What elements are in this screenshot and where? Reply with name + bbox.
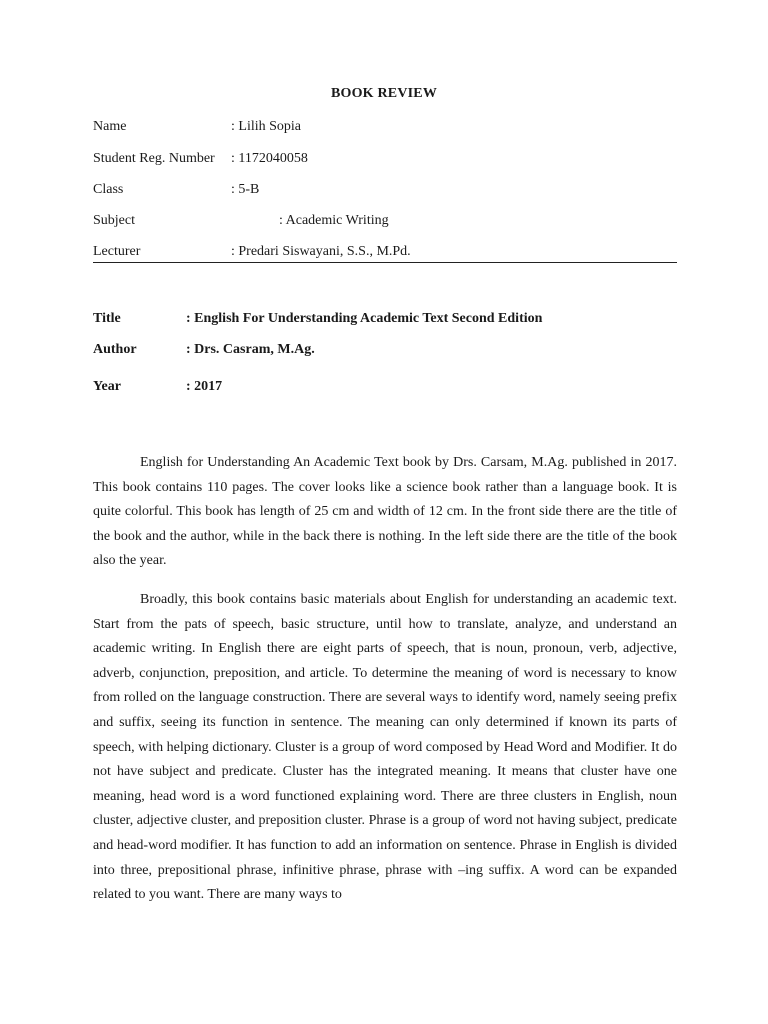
book-value: : English For Understanding Academic Text Second Edition xyxy=(186,311,543,326)
header-divider xyxy=(93,262,677,263)
book-label: Year xyxy=(93,379,121,394)
info-value: : Predari Siswayani, S.S., M.Pd. xyxy=(231,244,411,259)
info-label: Student Reg. Number xyxy=(93,151,215,166)
paragraph xyxy=(93,588,677,908)
info-value: : 1172040058 xyxy=(231,151,308,166)
paragraph-text: Broadly, this book contains basic materials about English for understanding an academic text. Start from the pats of speech, basic structure, until how to translate, analyze, and understand an academic writing. In English there are eight parts of speech, that is noun, pronoun, verb, adjective, adverb, conjunction, preposition, and article. To determine the meaning of word is necessary to know from rolled on the language construction. There are several ways to identify word, namely seeing prefix and suffix, seeing its function in sentence. The meaning can only determined if known its parts of speech, with helping dictionary. Cluster is a group of word composed by Head Word and Modifier. It do not have subject and predicate. Cluster has the integrated meaning. It means that cluster have one meaning, head word is a word functioned explaining word. There are three clusters in English, noun cluster, adjective cluster, and preposition cluster. Phrase is a group of word not having subject, predicate and head-word modifier. It has function to add an information on sentence. Phrase in English is divided into three, prepositional phrase, infinitive phrase, phrase with –ing suffix. A word can be expanded related to you want. There are many ways to xyxy=(93,592,677,903)
paragraph-text: English for Understanding An Academic Text book by Drs. Carsam, M.Ag. published in 2017. This book contains 110 pages. The cover looks like a science book rather than a language book. It is quite colorful. This book has length of 25 cm and width of 12 cm. In the front side there are the title of the book and the author, while in the back there is nothing. In the left side there are the title of the book also the year. xyxy=(93,455,677,569)
info-label: Class xyxy=(93,182,124,197)
paragraph xyxy=(93,451,677,574)
book-label: Title xyxy=(93,311,121,326)
book-value: : Drs. Casram, M.Ag. xyxy=(186,342,315,357)
info-label: Lecturer xyxy=(93,244,141,259)
book-label: Author xyxy=(93,342,137,357)
info-value: : Academic Writing xyxy=(279,213,389,228)
book-value: : 2017 xyxy=(186,379,223,394)
info-value: : 5-B xyxy=(231,182,260,197)
info-label: Name xyxy=(93,119,127,134)
info-label: Subject xyxy=(93,213,135,228)
document-title: BOOK REVIEW xyxy=(330,86,438,101)
info-value: : Lilih Sopia xyxy=(231,119,301,134)
